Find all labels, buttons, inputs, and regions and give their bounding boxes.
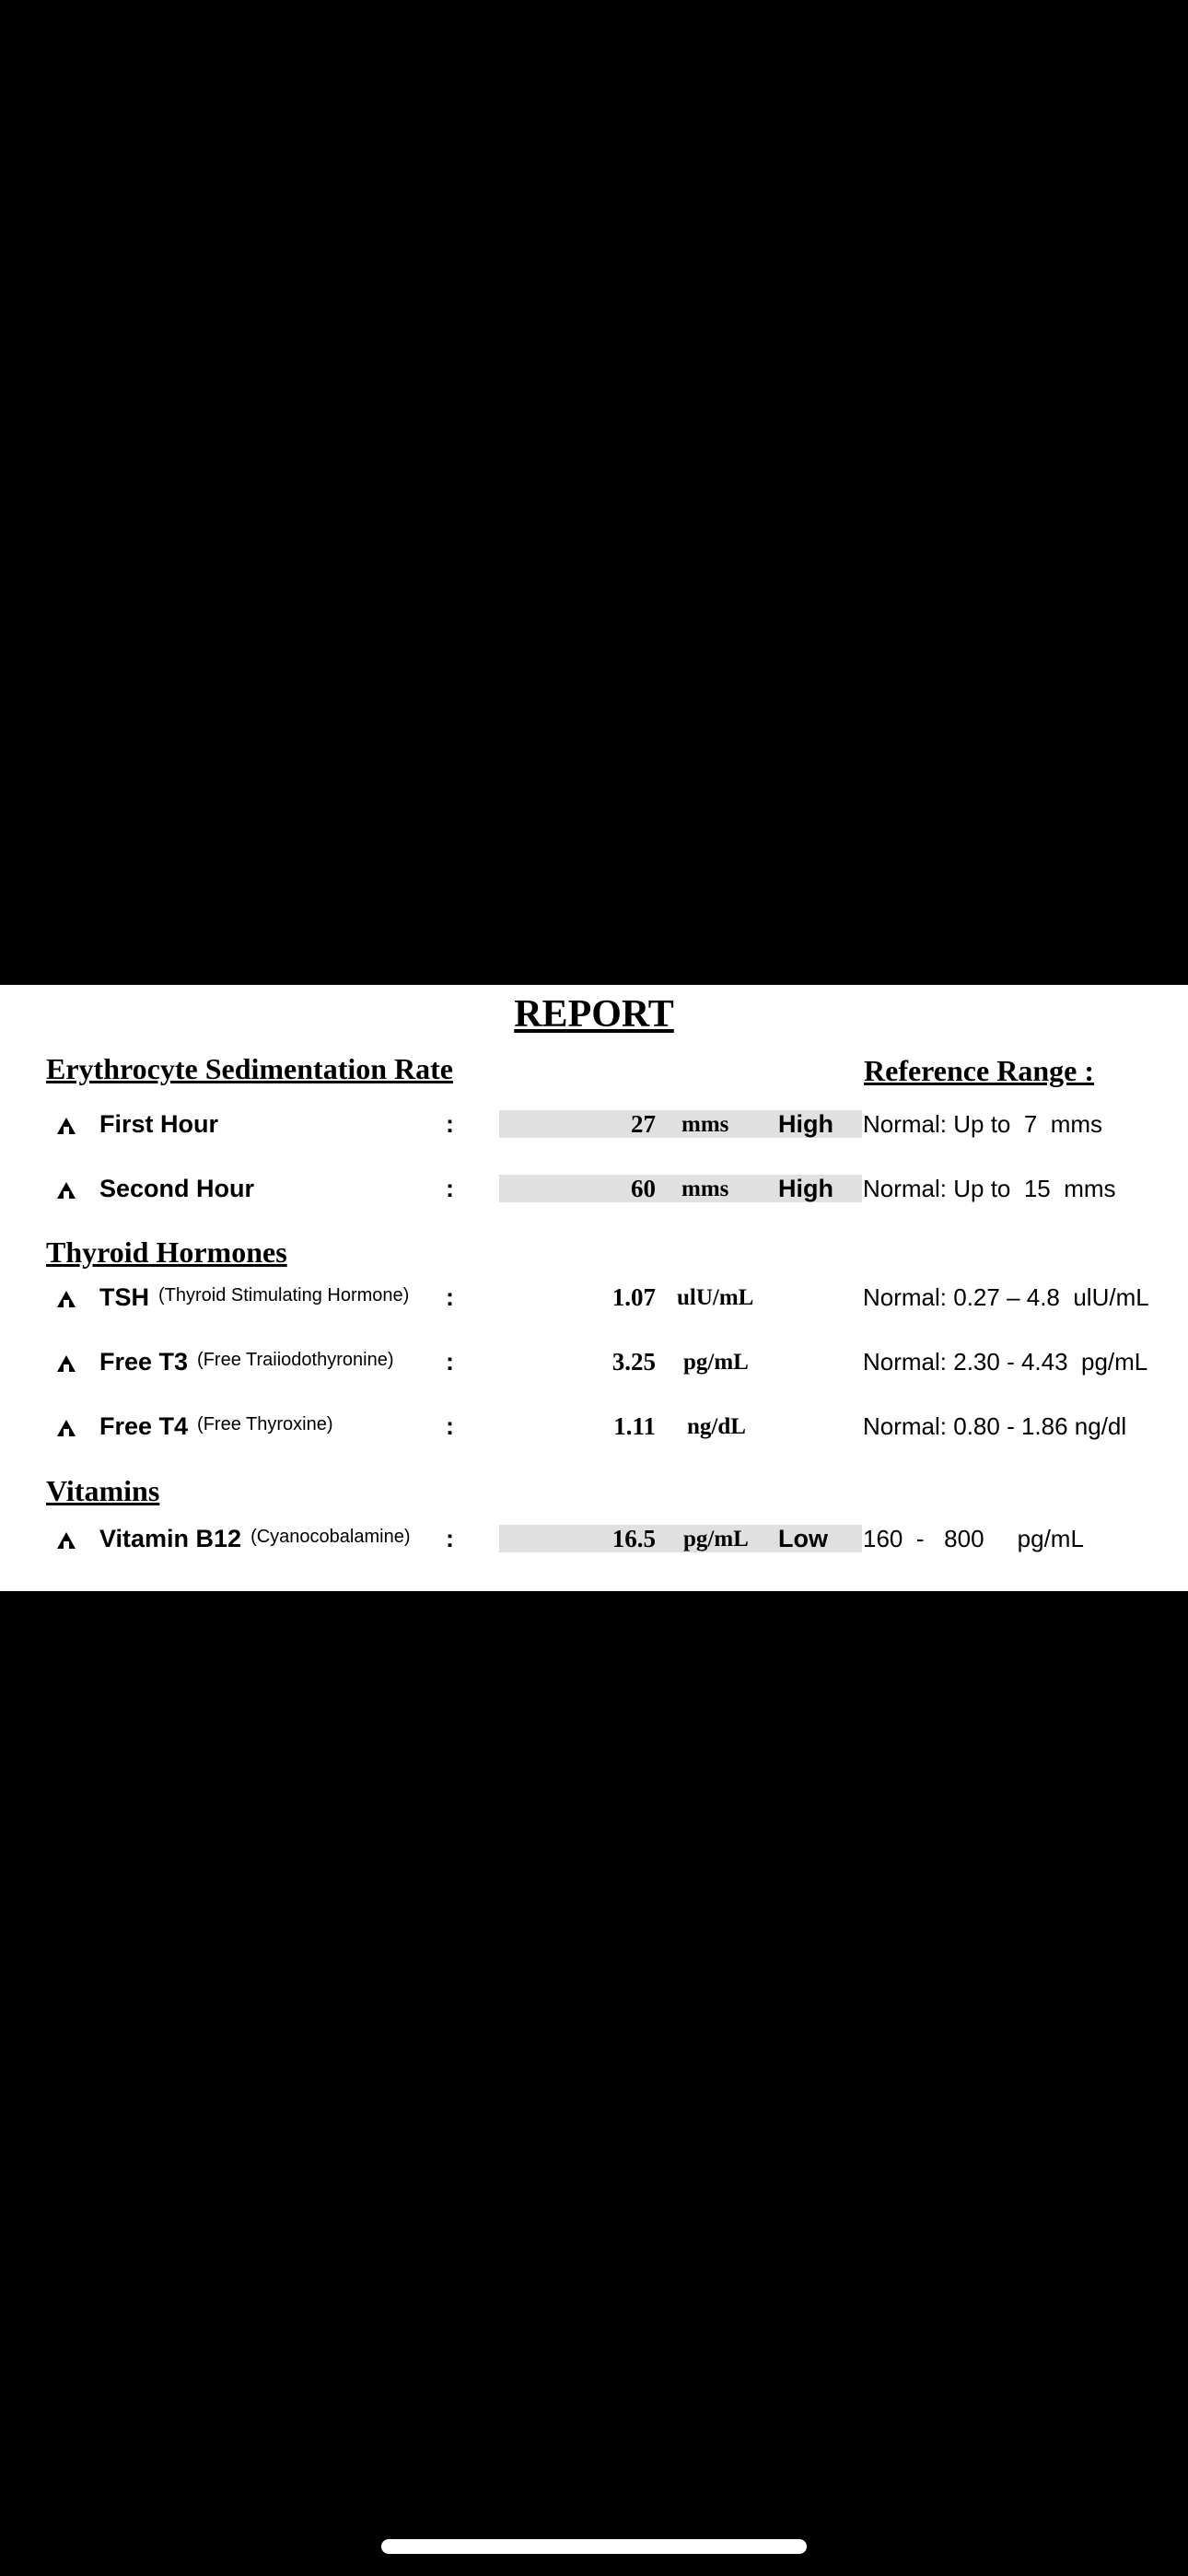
result-unit: mms: [681, 1177, 729, 1201]
result-value: 27: [631, 1110, 656, 1138]
separator: :: [446, 1348, 454, 1376]
result-flag: High: [778, 1110, 833, 1138]
reference-range: Normal: 0.27 – 4.8 ulU/mL: [863, 1283, 1149, 1311]
separator: :: [446, 1110, 454, 1138]
result-value: 1.11: [613, 1412, 656, 1440]
result-row: [0, 1523, 1188, 1554]
reference-range: Normal: Up to 15 mms: [863, 1175, 1116, 1202]
result-value: 3.25: [611, 1348, 656, 1376]
result-flag: Low: [778, 1525, 828, 1552]
test-name: Free T4 (Free Thyroxine): [99, 1412, 333, 1440]
separator: :: [446, 1283, 454, 1311]
test-name: Vitamin B12 (Cyanocobalamine): [99, 1525, 411, 1552]
section-heading-vitamins: Vitamins: [46, 1474, 160, 1507]
arrow-icon: [57, 1291, 76, 1307]
report-sheet: [0, 985, 1188, 1591]
result-value: 1.07: [611, 1283, 656, 1311]
reference-range: Normal: 2.30 - 4.43 pg/mL: [863, 1348, 1148, 1376]
reference-range: 160 - 800 pg/mL: [863, 1525, 1084, 1552]
result-unit: mms: [681, 1112, 729, 1137]
result-unit: ng/dL: [687, 1414, 746, 1439]
section-heading-esr: Erythrocyte Sedimentation Rate: [46, 1052, 453, 1085]
test-name: Second Hour: [99, 1175, 255, 1202]
result-row: [0, 1108, 1188, 1140]
separator: :: [446, 1525, 454, 1552]
result-value: 16.5: [611, 1525, 656, 1552]
result-unit: ulU/mL: [677, 1285, 754, 1310]
result-flag: High: [778, 1175, 833, 1202]
arrow-icon: [57, 1532, 76, 1549]
report-title: REPORT: [514, 993, 674, 1036]
result-row: [0, 1173, 1188, 1204]
section-heading-thyroid: Thyroid Hormones: [46, 1235, 287, 1269]
test-name: First Hour: [99, 1110, 219, 1138]
result-value: 60: [631, 1175, 656, 1202]
reference-range-header: Reference Range :: [864, 1054, 1094, 1087]
reference-range: Normal: Up to 7 mms: [863, 1110, 1103, 1138]
separator: :: [446, 1175, 454, 1202]
test-name: TSH (Thyroid Stimulating Hormone): [99, 1283, 410, 1311]
result-unit: pg/mL: [683, 1527, 749, 1551]
result-row: [0, 1346, 1188, 1377]
result-row: [0, 1411, 1188, 1442]
arrow-icon: [57, 1182, 76, 1199]
reference-range: Normal: 0.80 - 1.86 ng/dl: [863, 1412, 1127, 1440]
arrow-icon: [57, 1355, 76, 1372]
arrow-icon: [57, 1420, 76, 1436]
arrow-icon: [57, 1118, 76, 1134]
test-name: Free T3 (Free Traiiodothyronine): [99, 1348, 394, 1376]
home-indicator[interactable]: [381, 2539, 807, 2554]
result-row: [0, 1282, 1188, 1313]
separator: :: [446, 1412, 454, 1440]
result-unit: pg/mL: [683, 1350, 749, 1375]
